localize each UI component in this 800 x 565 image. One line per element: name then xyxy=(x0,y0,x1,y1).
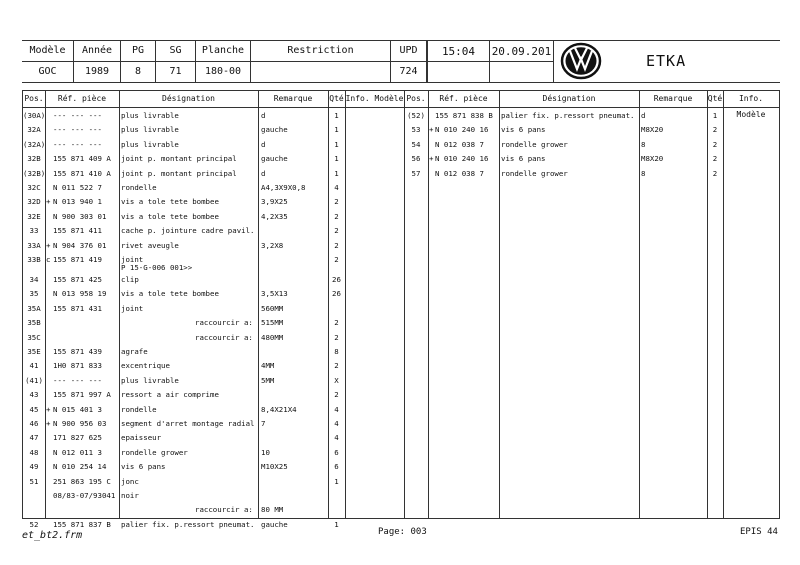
row-ref: 155 871 837 B xyxy=(53,519,111,529)
row-remarque: 80 MM xyxy=(261,505,284,515)
th-pos: Pos. xyxy=(406,94,426,103)
restriction-label: Restriction xyxy=(287,45,354,56)
annee-label: Année xyxy=(81,45,113,56)
modele-value: GOC xyxy=(38,66,57,77)
row-designation: rondelle grower xyxy=(121,447,188,457)
row-qty: 2 xyxy=(334,390,339,400)
row-designation: joint xyxy=(121,255,144,264)
th-designation: Désignation xyxy=(162,94,215,103)
pg-value: 8 xyxy=(134,66,142,77)
date-value: 20.09.201 xyxy=(491,45,552,58)
row-qty: 4 xyxy=(334,419,339,428)
row-qty: 1 xyxy=(334,111,339,120)
row-qty: 1 xyxy=(334,154,339,164)
row-ref: N 900 303 01 xyxy=(53,211,107,221)
row-ref: N 010 240 16 xyxy=(435,154,489,164)
parts-table xyxy=(22,90,780,529)
row-pos: 51 xyxy=(29,476,39,486)
upd-value: 724 xyxy=(399,66,418,77)
row-qty: 2 xyxy=(712,125,718,135)
row-qty: 26 xyxy=(332,289,341,299)
row-pos: 32E xyxy=(27,211,41,221)
row-remarque: 3,5X13 xyxy=(261,289,288,299)
app-title: ETKA xyxy=(646,52,687,70)
row-designation: raccourcir a: xyxy=(195,505,253,515)
row-qty: 8 xyxy=(334,347,339,356)
row-mark: + xyxy=(46,419,51,428)
row-ref: 155 871 838 B xyxy=(435,111,493,120)
th-qty: Qté xyxy=(329,94,344,103)
row-ref: --- --- --- xyxy=(53,139,102,149)
row-pos: 46 xyxy=(29,419,39,428)
th-remarque: Remarque xyxy=(653,94,693,103)
row-remarque: 480MM xyxy=(261,332,284,342)
row-ref: 171 827 625 xyxy=(53,433,102,443)
row-remarque: gauche xyxy=(261,125,288,135)
row-pos: 49 xyxy=(29,462,39,472)
row-pos: (32A) xyxy=(23,139,46,149)
row-remarque: M10X25 xyxy=(261,462,288,472)
row-qty: 2 xyxy=(712,168,718,178)
row-pos: 32C xyxy=(27,183,41,192)
row-ref: 155 871 411 xyxy=(53,226,102,236)
planche-label: Planche xyxy=(201,45,245,56)
row-pos: 35A xyxy=(27,303,41,313)
row-designation: vis a tole tete bombee xyxy=(121,211,219,221)
row-designation: rondelle grower xyxy=(501,139,568,149)
header-pg xyxy=(121,41,156,82)
row-pos: 48 xyxy=(29,447,39,457)
th-ref: Réf. pièce xyxy=(57,94,107,103)
epis-code: EPIS 44 xyxy=(740,527,778,537)
row-designation: plus livrable xyxy=(121,111,179,120)
row-mark: + xyxy=(429,125,434,135)
row-remarque: 3,2X8 xyxy=(261,240,284,250)
row-ref: 251 863 195 C xyxy=(53,476,111,486)
row-ref: N 013 958 19 xyxy=(53,289,107,299)
row-pos: (32B) xyxy=(23,168,46,178)
form-name: et_bt2.frm xyxy=(22,530,83,541)
row-mark: + xyxy=(46,404,51,414)
row-pos: (30A) xyxy=(23,111,46,120)
row-qty: 2 xyxy=(712,154,718,164)
row-designation: epaisseur xyxy=(121,433,162,443)
row-remarque: 10 xyxy=(261,447,270,457)
row-designation: vis 6 pans xyxy=(121,462,166,472)
row-designation: rondelle xyxy=(121,183,157,192)
row-qty: 2 xyxy=(334,318,339,328)
row-ref: N 012 011 3 xyxy=(53,447,102,457)
row-pos: 45 xyxy=(29,404,39,414)
row-ref: 08/83-07/93041 xyxy=(53,491,116,500)
row-remarque: d xyxy=(261,168,266,178)
row-ref: N 900 956 03 xyxy=(53,419,107,428)
row-remarque: d xyxy=(261,139,266,149)
row-qty: 1 xyxy=(334,476,339,486)
row-remarque: d xyxy=(641,111,646,120)
col-divider xyxy=(345,91,346,518)
sg-label: SG xyxy=(169,45,182,56)
row-designation: plus livrable xyxy=(121,375,179,385)
row-pos: (52) xyxy=(407,111,425,120)
row-ref: 1H0 871 833 xyxy=(53,361,102,371)
row-remarque: 8 xyxy=(641,168,646,178)
pg-label: PG xyxy=(131,45,145,56)
row-remarque: M8X20 xyxy=(641,154,664,164)
row-designation: palier fix. p.ressort pneumat. xyxy=(121,519,255,529)
row-qty: 2 xyxy=(334,211,339,221)
row-remarque: 4,2X35 xyxy=(261,211,288,221)
row-designation: agrafe xyxy=(121,347,148,356)
row-qty: 4 xyxy=(334,404,339,414)
row-qty: 1 xyxy=(334,519,339,529)
col-divider xyxy=(45,91,46,518)
row-ref: 155 871 425 xyxy=(53,275,102,284)
row-pos: 35E xyxy=(27,347,41,356)
row-mark: + xyxy=(46,197,51,207)
row-designation: plus livrable xyxy=(121,139,179,149)
row-qty: 1 xyxy=(712,111,718,120)
col-divider xyxy=(119,91,120,518)
th-remarque: Remarque xyxy=(273,94,313,103)
row-qty: 4 xyxy=(334,183,339,192)
row-mark: + xyxy=(46,240,51,250)
row-ref: N 010 254 14 xyxy=(53,462,107,472)
th-pos: Pos. xyxy=(24,94,44,103)
row-designation: cache p. jointure cadre pavil. xyxy=(121,226,255,236)
th-info: Info. Modèle xyxy=(345,94,404,103)
header-planche xyxy=(196,41,251,82)
row-pos: 41 xyxy=(29,361,39,371)
row-ref: N 013 940 1 xyxy=(53,197,102,207)
row-designation: palier fix. p.ressort pneumat. xyxy=(501,111,635,120)
annee-value: 1989 xyxy=(84,66,110,77)
row-pos: 33A xyxy=(27,240,41,250)
row-qty: 1 xyxy=(334,139,339,149)
row-qty: 26 xyxy=(332,275,341,284)
row-ref: --- --- --- xyxy=(53,125,102,135)
col-divider xyxy=(258,91,259,518)
row-remarque: 5MM xyxy=(261,375,275,385)
row-qty: 2 xyxy=(334,240,339,250)
th-designation: Désignation xyxy=(542,94,596,103)
row-ref: 155 871 419 xyxy=(53,255,102,264)
row-designation: rivet aveugle xyxy=(121,240,179,250)
row-designation-note: P 15-G-006 001>> xyxy=(121,263,193,272)
row-designation: joint p. montant principal xyxy=(121,154,237,164)
row-designation: vis 6 pans xyxy=(501,154,546,164)
row-ref: N 012 038 7 xyxy=(435,168,484,178)
row-pos: 54 xyxy=(411,139,421,149)
row-pos: 35B xyxy=(27,318,41,328)
row-pos: 35C xyxy=(27,332,41,342)
row-pos: 33B xyxy=(27,255,41,264)
row-pos: 47 xyxy=(29,433,39,443)
row-pos: 53 xyxy=(411,125,421,135)
header-upd xyxy=(391,41,427,82)
row-ref: --- --- --- xyxy=(53,111,102,120)
col-divider xyxy=(499,91,500,518)
sg-value: 71 xyxy=(169,66,182,77)
row-qty: 6 xyxy=(334,447,339,457)
row-qty: 6 xyxy=(334,462,339,472)
th-ref: Réf. pièce xyxy=(439,94,488,103)
header-divider-2 xyxy=(427,61,554,62)
row-ref: N 904 376 01 xyxy=(53,240,107,250)
row-designation: jonc xyxy=(121,476,139,486)
row-ref: --- --- --- xyxy=(53,375,102,385)
row-qty: 1 xyxy=(334,125,339,135)
col-divider xyxy=(639,91,640,518)
header-restriction xyxy=(251,41,391,82)
row-pos: 33 xyxy=(29,226,39,236)
row-pos: 43 xyxy=(29,390,39,400)
row-pos: 32D xyxy=(27,197,41,207)
row-pos: 32A xyxy=(27,125,41,135)
upd-label: UPD xyxy=(399,45,418,56)
row-pos: 57 xyxy=(411,168,421,178)
row-ref: N 012 038 7 xyxy=(435,139,484,149)
row-ref: N 015 401 3 xyxy=(53,404,102,414)
row-ref: 155 871 431 xyxy=(53,303,102,313)
row-designation: segment d'arret montage radial xyxy=(121,419,255,428)
row-remarque: gauche xyxy=(261,154,288,164)
row-remarque: 4MM xyxy=(261,361,275,371)
row-ref: N 010 240 16 xyxy=(435,125,489,135)
row-qty: X xyxy=(334,375,339,385)
row-designation: excentrique xyxy=(121,361,170,371)
row-qty: 2 xyxy=(334,197,339,207)
row-remarque: 560MM xyxy=(261,303,284,313)
header-annee xyxy=(74,41,121,82)
row-designation: plus livrable xyxy=(121,125,179,135)
row-remarque: 7 xyxy=(261,419,266,428)
row-designation: rondelle grower xyxy=(501,168,568,178)
row-designation: raccourcir a: xyxy=(195,318,253,328)
row-designation: vis a tole tete bombee xyxy=(121,289,219,299)
row-designation: raccourcir a: xyxy=(195,332,253,342)
row-designation: noir xyxy=(121,491,139,500)
row-qty: 2 xyxy=(334,255,339,264)
row-remarque: 8,4X21X4 xyxy=(261,404,297,414)
th-qty: Qté xyxy=(707,94,723,103)
row-qty: 2 xyxy=(334,361,339,371)
row-mark: c xyxy=(46,255,51,264)
row-mark: + xyxy=(429,154,434,164)
header-underline xyxy=(23,107,779,108)
row-pos: 52 xyxy=(29,519,39,529)
row-pos: 32B xyxy=(27,154,41,164)
modele-label: Modèle xyxy=(29,45,66,56)
time-value: 15:04 xyxy=(441,45,476,58)
th-info: Info. Modèle xyxy=(736,94,766,119)
row-qty: 1 xyxy=(334,168,339,178)
row-remarque: 8 xyxy=(641,139,646,149)
row-qty: 2 xyxy=(334,332,339,342)
row-qty: 2 xyxy=(334,226,339,236)
row-remarque: M8X20 xyxy=(641,125,664,135)
row-ref: 155 871 409 A xyxy=(53,154,111,164)
row-remarque: A4,3X9X0,8 xyxy=(261,183,306,192)
header-sg xyxy=(156,41,196,82)
row-ref: 155 871 997 A xyxy=(53,390,111,400)
row-designation: vis a tole tete bombee xyxy=(121,197,219,207)
header-modele xyxy=(22,41,74,82)
col-divider xyxy=(723,91,724,518)
row-remarque: gauche xyxy=(261,519,288,529)
row-designation: joint p. montant principal xyxy=(121,168,237,178)
row-remarque: 515MM xyxy=(261,318,284,328)
row-qty: 2 xyxy=(712,139,718,149)
row-designation: ressort a air comprime xyxy=(121,390,219,400)
row-pos: (41) xyxy=(25,375,43,385)
row-remarque: 3,9X25 xyxy=(261,197,288,207)
row-ref: 155 871 439 xyxy=(53,347,102,356)
row-designation: joint xyxy=(121,303,144,313)
row-designation: clip xyxy=(121,275,139,284)
row-designation: vis 6 pans xyxy=(501,125,546,135)
row-pos: 56 xyxy=(411,154,421,164)
row-pos: 35 xyxy=(29,289,39,299)
row-remarque: d xyxy=(261,111,266,120)
page-number: Page: 003 xyxy=(378,527,427,537)
row-ref: N 011 522 7 xyxy=(53,183,102,192)
row-designation: rondelle xyxy=(121,404,157,414)
row-ref: 155 871 410 A xyxy=(53,168,111,178)
row-qty: 4 xyxy=(334,433,339,443)
planche-value: 180-00 xyxy=(204,66,242,77)
row-pos: 34 xyxy=(29,275,39,284)
vw-logo-icon xyxy=(560,42,602,80)
